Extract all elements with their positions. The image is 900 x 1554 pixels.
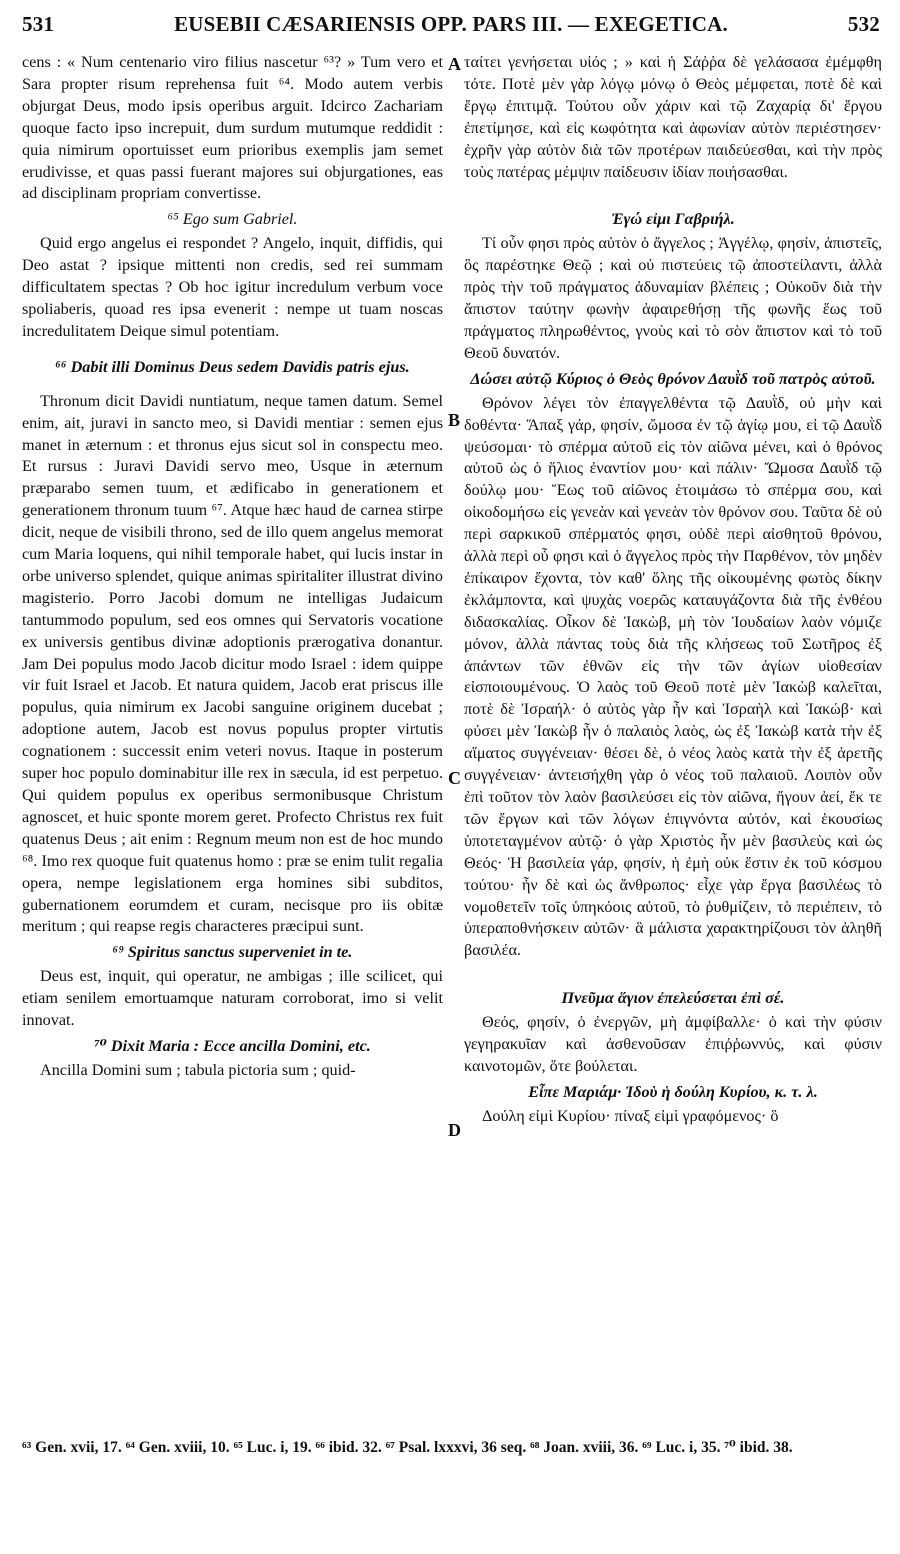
page-number-left: 531: [22, 12, 55, 36]
margin-letter-a: A: [448, 54, 461, 74]
greek-lemma: Εἶπε Μαριάμ· Ἰδοὺ ἡ δούλη Κυρίου, κ. τ. λ.: [528, 1082, 818, 1101]
latin-paragraph: Ancilla Domini sum ; tabula pictoria sum ; quid-: [40, 1060, 356, 1079]
greek-paragraph: Δούλη εἰμὶ Κυρίου· πίναξ εἰμὶ γραφόμενος· ὃ: [482, 1106, 779, 1125]
page-number-right: 532: [847, 12, 880, 36]
greek-paragraph: Θεός, φησίν, ὁ ἐνεργῶν, μὴ ἀμφίβαλλε· ὁ καὶ τὴν φύσιν γεγηρακυῖαν καὶ ἀσθενοῦσαν ἐπιῤῥωννύς, καὶ φύσιν καινοτομῶν, ὅτε βούλεται.: [464, 1013, 882, 1075]
footnotes: ⁶³ Gen. xvii, 17. ⁶⁴ Gen. xviii, 10. ⁶⁵ Luc. i, 19. ⁶⁶ ibid. 32. ⁶⁷ Psal. lxxxvi, 36 seq. ⁶⁸ Joan. xviii, 36. ⁶⁹ Luc. i, 35. ⁷⁰ ibid. 38.: [22, 1439, 793, 1456]
latin-lemma: ⁶⁵ Ego sum Gabriel.: [167, 210, 298, 229]
margin-letter-b: B: [448, 410, 461, 430]
latin-column: [22, 52, 443, 1082]
greek-paragraph: Θρόνον λέγει τὸν ἐπαγγελθέντα τῷ Δαυῒδ, οὐ μὴν καὶ δοθέντα· Ἅπαξ γάρ, φησίν, ὤμοσα ἐν τῷ ἁγίῳ μου, εἰ τῷ Δαυῒδ ψεύσομαι· τὸ σπέρμα αὐτοῦ εἰς τὸν αἰῶνα μένει, καὶ ὁ θρόνος αὐτοῦ ὡς ὁ ἥλιος ἐναντίον μου· καὶ πάλιν· Ὤμοσα Δαυῒδ τῷ δούλῳ μου· Ἕως τοῦ αἰῶνος ἑτοιμάσω τὸ σπέρμα σου, καὶ οἰκοδομήσω εἰς γενεὰν καὶ γενεὰν τὸν θρόνον σου. Ταῦτα δὲ οὐ περὶ σαρκικοῦ σπέρματός φησι, οὐδὲ περὶ αἰσθητοῦ θρόνου, ἀλλὰ περὶ οὗ φησι καὶ ὁ ἄγγελος πρὸς τὴν Παρθένον, τὸν μηδὲν ἐπίκαιρον ἔχοντα, τὸν καθ' ὅλης τῆς οἰκουμένης φωτὸς δίκην ἐκλάμποντα, καὶ ψυχὰς νοερῶς καταυγάζοντα διὰ τῆς ἐνθέου διδασκαλίας. Οἶκον δὲ Ἰακὼβ, μὴ τὸν Ἰουδαίων λαὸν νόμιζε μόνον, ἀλλὰ πάντας τοὺς διὰ τῆς κλήσεως τοῦ Σωτῆρος ἐξ ἁπάντων τῶν ἐθνῶν εἰς τὴν τῶν ἁγίων υἱοθεσίαν εἰσποιουμένους. Ὁ λαὸς τοῦ Θεοῦ ποτὲ μὲν Ἰακὼβ καλεῖται, ποτὲ δὲ Ἰσραήλ· ὁ αὐτὸς γὰρ ἦν καὶ Ἰσραὴλ καὶ Ἰακώβ· καὶ φύσει μὲν Ἰακὼβ ἦν ὁ παλαιὸς λαὸς, ὡς ἐξ Ἰακὼβ κατὰ τὴν ἐξ αἵματος συγγένειαν· θέσει δὲ, ὁ νέος λαὸς κατὰ τὴν ἐξ ἀρετῆς συγγένειαν· ἀντεισήχθη γὰρ ὁ νέος τοῦ παλαιοῦ. Λοιπὸν οὖν ἐπὶ τοῦτον τὸν λαὸν βασιλεύσει εἰς τὸν αἰῶνα, ἤγουν ἀεί, ἔκ τε τῶν ἔργων καὶ τῶν λόγων ἐπιγνόντα αὐτόν, καὶ ἑκουσίως ὑποτεταγμένον αὐτῷ· ὁ γὰρ Χριστὸς ἦν μὲν βασιλεὺς καὶ ὡς Θεός· Ἡ βασιλεία γάρ, φησίν, ἡ ἐμὴ οὐκ ἔστιν ἐκ τοῦ κόσμου τούτου· ἦν δὲ καὶ ὡς ἄνθρωπος· εἶχε γὰρ ἔργα βασιλέως τὸ νομοθετεῖν τοῖς ὑπηκόοις αὐτοῦ, τὸ ῥυθμίζειν, τὸ περιέπειν, τὸ ὑπεραποθνήσκειν αὐτῶν· ἃ μάλιστα χαρακτηρίζουσι τὸν ἀληθῆ βασιλέα.: [464, 393, 882, 960]
latin-paragraph: Quid ergo angelus ei respondet ? Angelo, inquit, diffidis, qui Deo astat ? ipsique mittenti non credis, sed rei summam difficultatem spectas ? Ob hoc igitur incredulum verbum voce spoliaberis, quoad res ipsa evenerit : nempe ut tuam noscas incredulitatem Deique simul potentiam.: [22, 234, 443, 340]
margin-letter-d: D: [448, 1120, 461, 1140]
greek-paragraph: Τί οὖν φησι πρὸς αὐτὸν ὁ ἄγγελος ; Ἀγγέλῳ, φησίν, ἀπιστεῖς, ὃς παρέστηκε Θεῷ ; καὶ οὐ πιστεύεις τῷ ἀποστείλαντι, ἀλλὰ πρὸς τὴν τοῦ πράγματος ἀδυναμίαν βλέπεις ; Οὐκοῦν διὰ τὴν ἄπιστον ταύτην φωνὴν ἀφαιρεθήσῃ τῆς φωνῆς ἕως τοῦ πράγματος πληρωθέντος, γνοὺς καὶ τὸ σὸν ἄπιστον καὶ τὸ τοῦ Θεοῦ δυνατόν.: [464, 234, 882, 362]
greek-lemma: Ἐγώ εἰμι Γαβριήλ.: [611, 210, 735, 229]
latin-lemma: ⁶⁶ Dabit illi Dominus Deus sedem Davidis patris ejus.: [55, 357, 410, 376]
greek-lemma: Δώσει αὐτῷ Κύριος ὁ Θεὸς θρόνον Δαυῒδ τοῦ πατρὸς αὐτοῦ.: [470, 369, 876, 388]
greek-paragraph: ταίτει γενήσεται υἱός ; » καὶ ἡ Σάῤῥα δὲ γελάσασα ἐμέμφθη τότε. Ποτὲ μὲν γὰρ λόγῳ μόνῳ ὁ Θεὸς μέμφεται, ποτὲ δὲ καὶ ἔργῳ ἐπιτιμᾷ. Τούτου οὖν χάριν καὶ τῷ Ζαχαρίᾳ δι' ἔργου ἐπετίμησε, καὶ εἰς κωφότητα καὶ ἀφωνίαν αὐτὸν περιέστησεν· ἐχρῆν γὰρ αὐτὸν διὰ τῶν προτέρων παιδεύεσθαι, καὶ τὴν πρὸς τοὺς πατέρας μέμψιν παίδευσιν ἰδίαν ποιήσασθαι.: [464, 53, 882, 181]
latin-paragraph: Deus est, inquit, qui operatur, ne ambigas ; ille scilicet, qui etiam senilem emortuamque naturam corroborat, imo si velit innovat.: [22, 967, 443, 1030]
latin-paragraph: cens : « Num centenario viro filius nascetur ⁶³? » Tum vero et Sara propter risum reprehensa fuit ⁶⁴. Modo autem verbis objurgat Deus, modo ipsis operibus arguit. Idcirco Zachariam quoque facto ipso increpuit, dum surdum mutumque reddidit : quia nimirum oportuisset eum prioribus exemplis jam semet erudivisse, et quas passi fuerant majores sui objurgationes, eas ad disciplinam propriam convertisse.: [22, 53, 443, 203]
margin-letter-c: C: [448, 768, 461, 788]
running-header: [22, 12, 880, 40]
latin-lemma: ⁷⁰ Dixit Maria : Ecce ancilla Domini, etc.: [94, 1036, 371, 1055]
latin-paragraph: Thronum dicit Davidi nuntiatum, neque tamen datum. Semel enim, ait, juravi in sancto meo, si Davidi mentiar : semen ejus manet in æternum : et thronus ejus sicut sol in conspectu meo. Et rursus : Juravi Davidi servo meo, Usque in æternum præparabo semen tuum, et ædificabo in generationem et generationem thronum tuum ⁶⁷. Atque hæc haud de carnea stirpe dicit, neque de visibili throno, sed de illo quem angelus memorat cum Maria loquens, qui nihil temporale habet, qui lucis instar in orbe universo splendet, quique animas spiritaliter illustrat divino magisterio. Porro Jacobi domum ne intelligas Judaicum tantummodo populum, sed eos omnes qui Servatoris vocatione ex universis gentibus divinæ adoptionis prærogativa donantur. Jam Dei populus modo Jacob dicitur modo Israel : idem quippe vir fuit Israel et Jacob. Et natura quidem, Jacob erat priscus ille populus, quia nimirum ex Jacobi sanguine originem ducebat ; adoptione autem, Jacob est novus populus propter virtutis cognationem : successit enim veteri novus. Itaque in posterum super hoc populo dominabitur ille rex in sæcula, id est perpetuo. Qui quidem populus ex operibus sermonibusque Christum agnoscet, et huic sponte morem geret. Profecto Christus rex fuit quatenus Deus ; ait enim : Regnum meum non est de hoc mundo ⁶⁸. Imo rex quoque fuit quatenus homo : præ se enim tulit regalia opera, nempe legislationem erga homines sibi subditos, gubernationem eorumdem et curam, necisque pro iis obitæ meritum ; qui reapse regis characteres præcipui sunt.: [22, 391, 443, 936]
latin-lemma: ⁶⁹ Spiritus sanctus superveniet in te.: [112, 943, 353, 962]
running-head-title: EUSEBII CÆSARIENSIS OPP. PARS III. — EXEGETICA.: [174, 12, 728, 36]
greek-column: [464, 52, 882, 1128]
greek-lemma: Πνεῦμα ἅγιον ἐπελεύσεται ἐπὶ σέ.: [561, 989, 785, 1008]
